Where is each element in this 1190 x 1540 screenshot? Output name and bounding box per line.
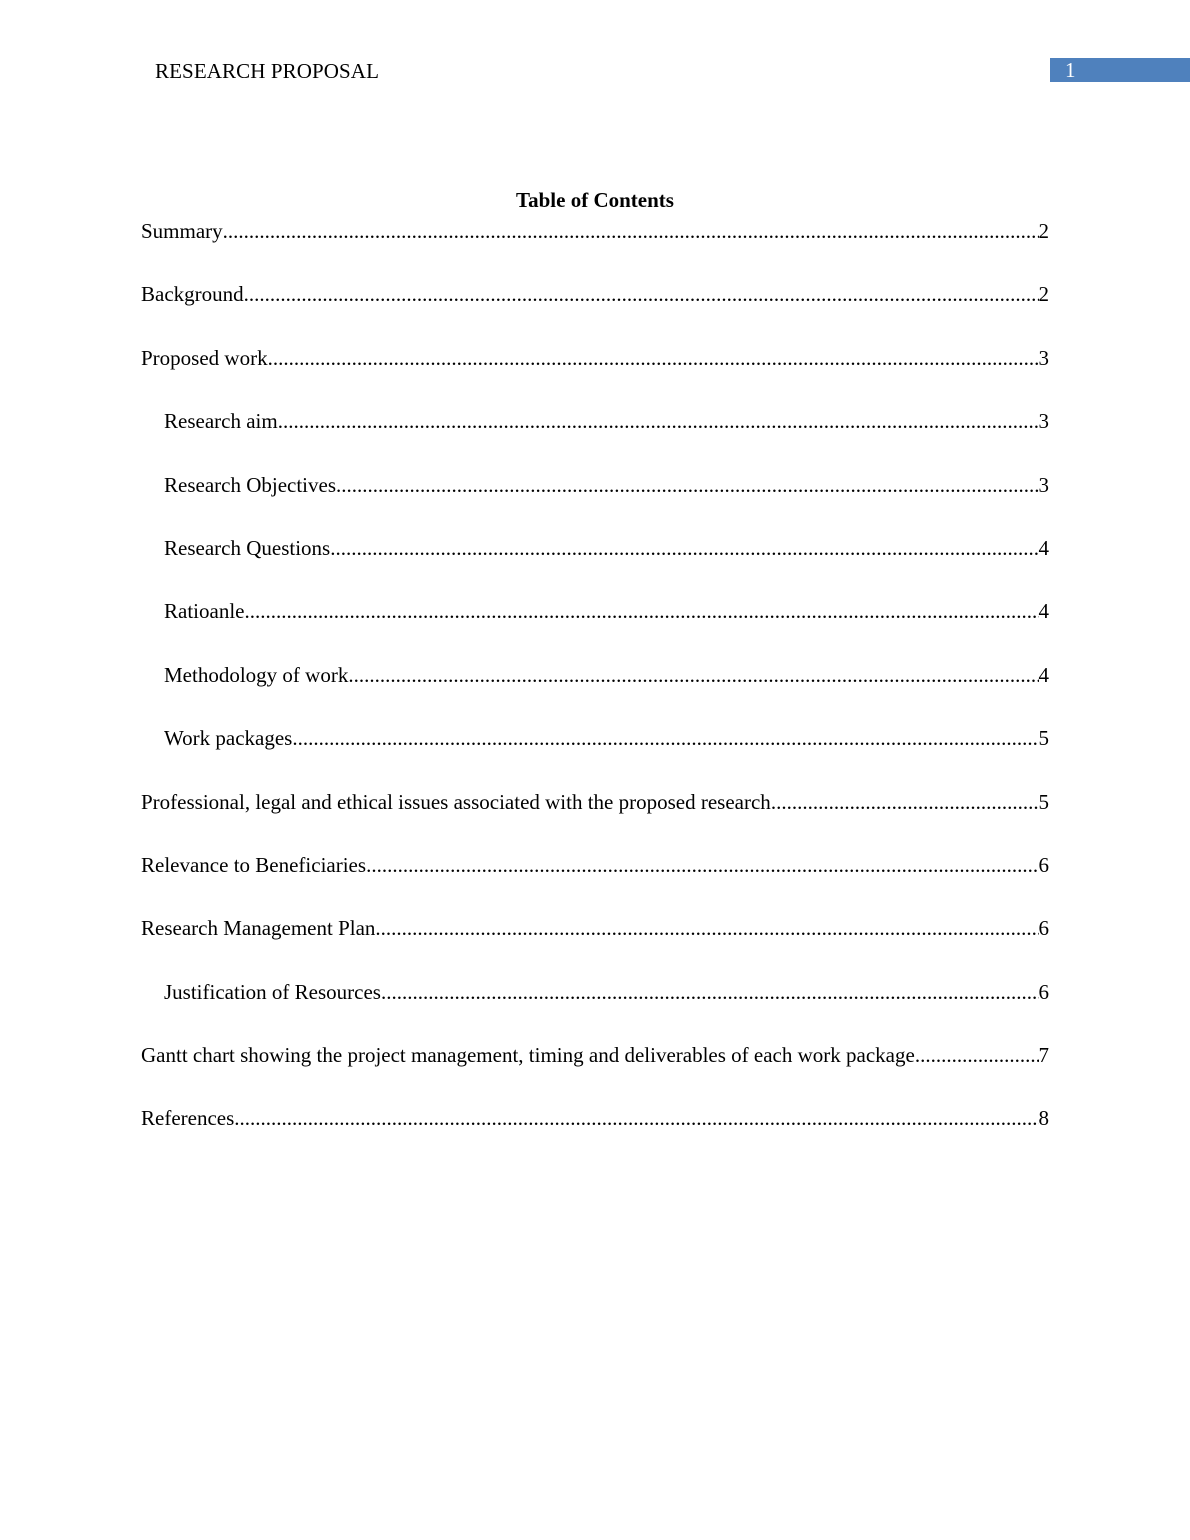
toc-entry-background[interactable] — [141, 280, 1049, 343]
toc-entry-work-packages[interactable] — [141, 724, 1049, 787]
toc-entry-title: Justification of Resources — [164, 979, 381, 1004]
toc-entry-methodology[interactable] — [141, 661, 1049, 724]
toc-entry-page: 6 — [1038, 916, 1049, 941]
toc-entry-page: 5 — [1038, 789, 1049, 814]
dot-leader — [336, 471, 1038, 499]
dot-leader — [330, 534, 1038, 562]
toc-entry-title: Professional, legal and ethical issues associated with the proposed research — [141, 789, 771, 814]
table-of-contents — [141, 217, 1049, 1168]
dot-leader — [375, 914, 1038, 942]
toc-entry-title: Ratioanle — [164, 599, 245, 624]
dot-leader — [278, 407, 1039, 435]
toc-entry-title: Relevance to Beneficiaries — [141, 852, 367, 877]
dot-leader — [244, 280, 1039, 308]
dot-leader — [366, 851, 1038, 879]
toc-entry-page: 3 — [1038, 472, 1049, 497]
toc-entry-title: Research Objectives — [164, 472, 337, 497]
toc-entry-professional-issues[interactable] — [141, 788, 1049, 851]
toc-entry-page: 4 — [1038, 599, 1049, 624]
dot-leader — [915, 1041, 1039, 1069]
toc-heading: Table of Contents — [516, 188, 674, 212]
toc-entry-page: 6 — [1038, 852, 1049, 877]
toc-entry-page: 3 — [1038, 345, 1049, 370]
dot-leader — [223, 217, 1039, 245]
toc-entry-page: 7 — [1038, 1043, 1049, 1068]
toc-entry-title: Methodology of work — [164, 662, 349, 687]
toc-entry-title: Summary — [141, 219, 223, 243]
dot-leader — [348, 661, 1038, 689]
toc-entry-research-objectives[interactable] — [141, 471, 1049, 534]
dot-leader — [771, 788, 1039, 816]
toc-entry-page: 4 — [1038, 535, 1049, 560]
toc-entry-gantt-chart[interactable] — [141, 1041, 1049, 1104]
dot-leader — [234, 1104, 1038, 1132]
toc-entry-page: 2 — [1038, 282, 1049, 307]
dot-leader — [268, 344, 1039, 372]
toc-entry-title: References — [141, 1106, 235, 1131]
toc-entry-page: 4 — [1038, 662, 1049, 687]
toc-entry-research-aim[interactable] — [141, 407, 1049, 470]
toc-entry-title: Proposed work — [141, 345, 268, 370]
dot-leader — [381, 978, 1039, 1006]
running-header-title: RESEARCH PROPOSAL — [155, 59, 380, 83]
toc-entry-title: Background — [141, 282, 244, 307]
toc-entry-rationale[interactable] — [141, 597, 1049, 660]
toc-entry-page: 6 — [1038, 979, 1049, 1004]
toc-entry-page: 5 — [1038, 726, 1049, 751]
toc-entry-title: Research Questions — [164, 535, 331, 560]
dot-leader — [292, 724, 1038, 752]
toc-entry-justification[interactable] — [141, 978, 1049, 1041]
toc-entry-management-plan[interactable] — [141, 914, 1049, 977]
toc-entry-proposed-work[interactable] — [141, 344, 1049, 407]
toc-entry-title: Research Management Plan — [141, 916, 376, 941]
toc-entry-page: 8 — [1038, 1106, 1049, 1131]
page-number: 1 — [1065, 58, 1076, 82]
toc-entry-references[interactable] — [141, 1104, 1049, 1167]
toc-entry-research-questions[interactable] — [141, 534, 1049, 597]
toc-entry-title: Work packages — [164, 726, 293, 751]
dot-leader — [244, 597, 1038, 625]
toc-entry-title: Gantt chart showing the project management, timing and deliverables of each work package — [141, 1043, 915, 1068]
page-number-badge — [1050, 58, 1190, 82]
toc-entry-relevance[interactable] — [141, 851, 1049, 914]
toc-entry-summary[interactable] — [141, 217, 1049, 280]
toc-entry-page: 3 — [1038, 409, 1049, 434]
toc-entry-title: Research aim — [164, 409, 278, 434]
toc-entry-page: 2 — [1038, 219, 1049, 243]
